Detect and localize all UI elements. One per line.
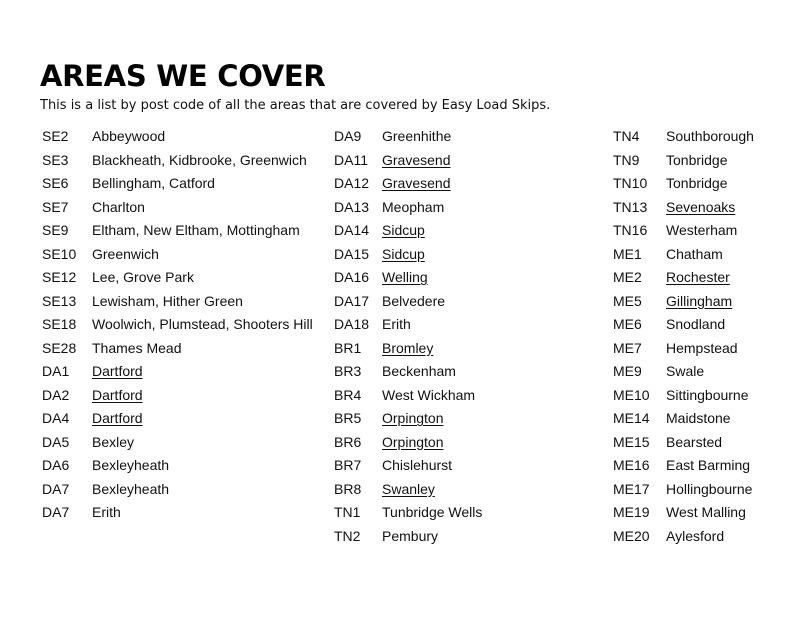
area-name: East Barming — [666, 457, 751, 473]
area-link[interactable]: Gravesend — [382, 151, 451, 168]
postcode-row — [613, 432, 754, 456]
postcode-code: BR5 — [334, 410, 362, 426]
area-link[interactable]: Dartford — [92, 363, 143, 379]
postcode-code: ME15 — [613, 433, 650, 450]
postcode-row — [334, 244, 482, 268]
area-name: Woolwich, Plumstead, Shooters Hill — [92, 316, 313, 332]
area-name: Erith — [382, 316, 411, 332]
area-name: Charlton — [92, 198, 145, 215]
postcode-row — [334, 150, 482, 174]
postcode-code: SE6 — [42, 175, 69, 191]
area-name: Belvedere — [382, 292, 446, 309]
area-name: Maidstone — [666, 410, 731, 426]
postcode-row — [613, 314, 754, 338]
postcode-row — [334, 502, 482, 526]
postcode-row — [334, 291, 482, 315]
postcode-code: ME5 — [613, 292, 642, 309]
postcode-code: SE2 — [42, 128, 69, 144]
area-name: Bexleyheath — [92, 480, 170, 497]
postcode-code: TN1 — [334, 504, 361, 520]
area-name: Swale — [666, 363, 705, 379]
area-name: Erith — [92, 504, 121, 520]
postcode-row — [613, 150, 754, 174]
area-name: Tonbridge — [666, 175, 728, 191]
area-name: Greenhithe — [382, 128, 452, 144]
area-name: Hempstead — [666, 339, 738, 356]
area-link[interactable]: Welling — [382, 269, 428, 285]
postcode-code: ME20 — [613, 527, 650, 544]
area-link[interactable]: Sidcup — [382, 222, 425, 238]
postcode-column-3 — [613, 126, 754, 549]
postcode-row — [613, 408, 754, 432]
postcode-row — [613, 267, 754, 291]
postcode-code: SE18 — [42, 316, 77, 332]
postcode-code: BR4 — [334, 386, 362, 403]
postcode-row — [334, 526, 482, 550]
postcode-code: DA14 — [334, 222, 370, 238]
area-link[interactable]: Orpington — [382, 433, 444, 450]
postcode-code: SE12 — [42, 269, 77, 285]
postcode-row — [334, 385, 482, 409]
postcode-row — [613, 385, 754, 409]
postcode-row — [334, 267, 482, 291]
postcode-code: DA5 — [42, 433, 70, 450]
postcode-row — [42, 267, 313, 291]
postcode-code: TN4 — [613, 128, 640, 144]
postcode-code: BR6 — [334, 433, 362, 450]
postcode-code: BR3 — [334, 363, 362, 379]
postcode-row — [334, 314, 482, 338]
postcode-row — [42, 408, 313, 432]
postcode-row — [42, 244, 313, 268]
postcode-code: DA12 — [334, 175, 370, 191]
postcode-code: TN13 — [613, 198, 648, 215]
postcode-row — [334, 455, 482, 479]
area-name: Aylesford — [666, 527, 725, 544]
area-name: Meopham — [382, 198, 445, 215]
postcode-row — [613, 244, 754, 268]
postcode-row — [42, 291, 313, 315]
postcode-row — [613, 173, 754, 197]
postcode-code: BR7 — [334, 457, 362, 473]
postcode-row — [613, 197, 754, 221]
postcode-code: DA15 — [334, 245, 370, 262]
postcode-row — [613, 220, 754, 244]
area-name: Westerham — [666, 222, 738, 238]
postcode-code: BR1 — [334, 339, 362, 356]
area-name: Snodland — [666, 316, 726, 332]
postcode-code: DA17 — [334, 292, 370, 309]
postcode-row — [42, 361, 313, 385]
postcode-code: DA18 — [334, 316, 370, 332]
postcode-row — [334, 173, 482, 197]
area-link[interactable]: Dartford — [92, 410, 143, 426]
area-name: Chatham — [666, 245, 723, 262]
postcode-code: DA11 — [334, 151, 368, 168]
postcode-row — [42, 173, 313, 197]
postcode-code: SE13 — [42, 292, 77, 309]
area-name: Southborough — [666, 128, 754, 144]
area-name: Pembury — [382, 527, 439, 544]
postcode-code: SE28 — [42, 339, 77, 356]
area-name: Hollingbourne — [666, 480, 753, 497]
postcode-code: ME7 — [613, 339, 642, 356]
postcode-row — [42, 455, 313, 479]
postcode-row — [334, 220, 482, 244]
postcode-row — [42, 502, 313, 526]
postcode-row — [334, 197, 482, 221]
area-name: Tonbridge — [666, 151, 728, 168]
area-name: Sittingbourne — [666, 386, 749, 403]
area-name: Greenwich — [92, 245, 159, 262]
postcode-code: ME14 — [613, 410, 650, 426]
postcode-code: SE3 — [42, 151, 69, 168]
area-name: Bellingham, Catford — [92, 175, 215, 191]
postcode-code: ME17 — [613, 480, 650, 497]
postcode-code: DA4 — [42, 410, 70, 426]
area-link[interactable]: Gravesend — [382, 175, 451, 191]
postcode-row — [42, 126, 313, 150]
postcode-row — [42, 338, 313, 362]
postcode-row — [334, 361, 482, 385]
area-name: Tunbridge Wells — [382, 504, 483, 520]
postcode-row — [42, 150, 313, 174]
postcode-code: ME10 — [613, 386, 650, 403]
postcode-code: ME2 — [613, 269, 642, 285]
area-link[interactable]: Dartford — [92, 386, 143, 403]
postcode-row — [613, 361, 754, 385]
postcode-code: DA13 — [334, 198, 370, 215]
postcode-column-2 — [334, 126, 482, 549]
postcode-code: SE10 — [42, 245, 77, 262]
postcode-code: SE7 — [42, 198, 69, 215]
postcode-row — [334, 479, 482, 503]
area-name: Lewisham, Hither Green — [92, 292, 243, 309]
area-name: Lee, Grove Park — [92, 269, 194, 285]
area-name: Bexleyheath — [92, 457, 170, 473]
area-link[interactable]: Swanley — [382, 480, 435, 497]
page-subtitle: This is a list by post code of all the areas that are covered by Easy Load Skips. — [40, 98, 551, 113]
postcode-row — [42, 479, 313, 503]
area-name: Thames Mead — [92, 339, 182, 356]
postcode-row — [334, 432, 482, 456]
area-name: Blackheath, Kidbrooke, Greenwich — [92, 151, 307, 168]
postcode-code: ME9 — [613, 363, 642, 379]
postcode-code: SE9 — [42, 222, 69, 238]
postcode-code: TN16 — [613, 222, 648, 238]
postcode-row — [613, 126, 754, 150]
postcode-row — [42, 314, 313, 338]
postcode-code: DA1 — [42, 363, 70, 379]
postcode-column-1 — [42, 126, 313, 526]
area-name: Bearsted — [666, 433, 723, 450]
postcode-code: BR8 — [334, 480, 362, 497]
area-link[interactable]: Rochester — [666, 269, 730, 285]
area-name: Eltham, New Eltham, Mottingham — [92, 222, 300, 238]
postcode-code: TN9 — [613, 151, 640, 168]
postcode-code: DA2 — [42, 386, 70, 403]
postcode-row — [613, 479, 754, 503]
postcode-row — [613, 455, 754, 479]
postcode-row — [613, 502, 754, 526]
postcode-row — [334, 126, 482, 150]
postcode-code: TN10 — [613, 175, 648, 191]
postcode-code: DA7 — [42, 504, 70, 520]
area-name: West Wickham — [382, 386, 476, 403]
postcode-code: DA9 — [334, 128, 362, 144]
area-name: Chislehurst — [382, 457, 453, 473]
postcode-row — [42, 197, 313, 221]
postcode-row — [42, 220, 313, 244]
postcode-row — [613, 291, 754, 315]
postcode-row — [613, 338, 754, 362]
postcode-code: DA7 — [42, 480, 70, 497]
postcode-code: ME1 — [613, 245, 642, 262]
postcode-code: ME16 — [613, 457, 650, 473]
postcode-code: DA16 — [334, 269, 370, 285]
area-name: West Malling — [666, 504, 746, 520]
area-name: Beckenham — [382, 363, 456, 379]
area-link[interactable]: Sidcup — [382, 245, 425, 262]
postcode-row — [334, 338, 482, 362]
postcode-row — [42, 385, 313, 409]
postcode-row — [334, 408, 482, 432]
postcode-row — [42, 432, 313, 456]
postcode-code: ME19 — [613, 504, 650, 520]
area-name: Abbeywood — [92, 128, 166, 144]
postcode-row — [613, 526, 754, 550]
page-title: AREAS WE COVER — [40, 59, 326, 93]
postcode-code: TN2 — [334, 527, 361, 544]
area-link[interactable]: Gillingham — [666, 292, 733, 309]
area-link[interactable]: Orpington — [382, 410, 444, 426]
area-link[interactable]: Sevenoaks — [666, 198, 736, 215]
area-link[interactable]: Bromley — [382, 339, 434, 356]
area-name: Bexley — [92, 433, 135, 450]
postcode-code: DA6 — [42, 457, 70, 473]
postcode-code: ME6 — [613, 316, 642, 332]
